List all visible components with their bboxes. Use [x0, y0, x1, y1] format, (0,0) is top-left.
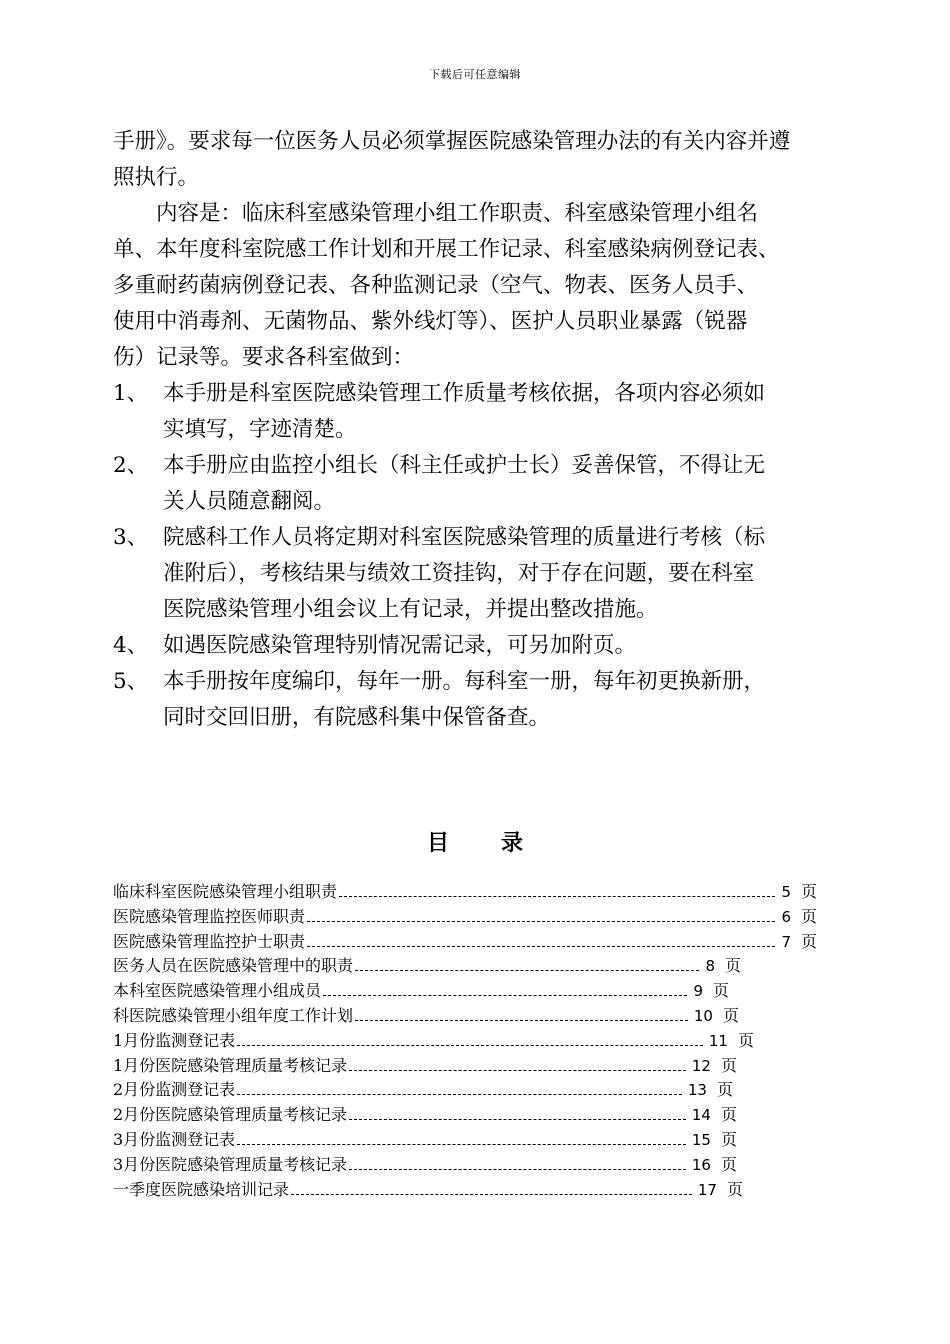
- toc-page-unit: 页: [724, 956, 741, 976]
- toc-entry-label: 1月份医院感染管理质量考核记录: [113, 1055, 348, 1075]
- toc-entry[interactable]: [113, 979, 733, 1004]
- toc-entry[interactable]: [113, 1078, 737, 1103]
- toc-leader: [355, 954, 699, 971]
- toc-page-number: 8: [705, 957, 715, 976]
- toc-entry[interactable]: [113, 1004, 743, 1029]
- toc-page-number: 7: [781, 932, 791, 951]
- intro-line: 多重耐药菌病例登记表、各种监测记录（空气、物表、医务人员手、: [113, 273, 759, 298]
- toc-entry-label: 2月份监测登记表: [113, 1080, 236, 1100]
- toc-page-unit: 页: [800, 931, 817, 951]
- item-text: 本手册应由监控小组长（科主任或护士长）妥善保管，不得让无: [163, 453, 766, 478]
- toc-page-number: 9: [693, 982, 703, 1001]
- intro-line: 手册》。要求每一位医务人员必须掌握医院感染管理办法的有关内容并遵: [113, 129, 791, 154]
- item-text: 本手册按年度编印，每年一册。每科室一册，每年初更换新册，: [163, 669, 766, 694]
- toc-page-unit: 页: [737, 1030, 754, 1050]
- toc-leader: [307, 905, 775, 922]
- item-number: 1、: [113, 381, 149, 406]
- toc-entry[interactable]: [113, 1128, 741, 1153]
- toc-leader: [349, 1054, 686, 1071]
- toc-page-number: 13: [687, 1081, 707, 1100]
- item-number: 2、: [113, 453, 149, 478]
- item-text: 医院感染管理小组会议上有记录，并提出整改措施。: [163, 597, 658, 622]
- toc-entry[interactable]: [113, 954, 745, 979]
- toc-page-unit: 页: [720, 1105, 737, 1125]
- intro-line: 内容是：临床科室感染管理小组工作职责、科室感染管理小组名: [156, 201, 759, 226]
- item-text: 本手册是科室医院感染管理工作质量考核依据，各项内容必须如: [163, 381, 766, 406]
- item-text: 院感科工作人员将定期对科室医院感染管理的质量进行考核（标: [163, 525, 766, 550]
- toc-page-unit: 页: [800, 906, 817, 926]
- toc-entry-label: 医务人员在医院感染管理中的职责: [113, 956, 354, 976]
- item-text: 关人员随意翻阅。: [163, 489, 336, 514]
- toc-entry[interactable]: [113, 905, 821, 930]
- toc-entry[interactable]: [113, 880, 821, 905]
- toc-entry[interactable]: [113, 930, 821, 955]
- toc-entry-label: 医院感染管理监控医师职责: [113, 906, 306, 926]
- toc-entry-label: 一季度医院感染培训记录: [113, 1179, 290, 1199]
- toc-page-unit: 页: [800, 882, 817, 901]
- toc-leader: [307, 930, 775, 947]
- toc-leader: [291, 1178, 692, 1195]
- numbered-item: [113, 664, 853, 736]
- page-header: 下载后可任意编辑: [429, 68, 521, 81]
- toc-page-unit: 页: [720, 1055, 737, 1075]
- toc-page-unit: 页: [712, 981, 729, 1001]
- toc-entry-label: 2月份医院感染管理质量考核记录: [113, 1105, 348, 1125]
- item-text: 实填写，字迹清楚。: [163, 417, 357, 442]
- toc-page-number: 11: [708, 1031, 728, 1050]
- toc-leader: [349, 1103, 686, 1120]
- toc-page-number: 17: [697, 1180, 717, 1199]
- toc-entry[interactable]: [113, 1103, 741, 1128]
- toc-entry-label: 3月份医院感染管理质量考核记录: [113, 1154, 348, 1174]
- toc-page-unit: 页: [720, 1129, 737, 1149]
- toc-page-number: 15: [691, 1130, 711, 1149]
- toc-page-unit: 页: [722, 1005, 739, 1025]
- toc-page-number: 5: [781, 883, 791, 901]
- toc-entry-label: 医院感染管理监控护士职责: [113, 931, 306, 951]
- intro-line: 使用中消毒剂、无菌物品、紫外线灯等）、医护人员职业暴露（锐器: [113, 309, 748, 334]
- intro-line: 照执行。: [113, 165, 200, 190]
- numbered-item: [113, 628, 853, 664]
- toc-page-number: 16: [691, 1155, 711, 1174]
- item-number: 4、: [113, 633, 149, 658]
- toc-leader: [237, 1128, 686, 1145]
- intro-line: 单、本年度科室院感工作计划和开展工作记录、科室感染病例登记表、: [113, 237, 780, 262]
- intro-line: 伤）记录等。要求各科室做到：: [113, 345, 415, 370]
- toc-page-number: 6: [781, 907, 791, 926]
- toc-page-number: 14: [691, 1106, 711, 1125]
- body-text: [113, 124, 853, 736]
- item-text: 同时交回旧册，有院感科集中保管备查。: [163, 705, 551, 730]
- toc-entry-label: 1月份监测登记表: [113, 1030, 236, 1050]
- item-text: 如遇医院感染管理特别情况需记录，可另加附页。: [163, 633, 637, 658]
- toc-leader: [323, 979, 687, 996]
- toc-page-number: 10: [693, 1006, 713, 1025]
- item-number: 5、: [113, 669, 149, 694]
- toc-entry[interactable]: [113, 1054, 741, 1079]
- toc-page-unit: 页: [726, 1179, 743, 1199]
- toc-entry-label: 临床科室医院感染管理小组职责: [113, 882, 338, 901]
- toc-entry-label: 3月份监测登记表: [113, 1129, 236, 1149]
- item-text: 准附后），考核结果与绩效工资挂钩，对于存在问题，要在科室: [163, 561, 755, 586]
- toc-page-number: 12: [691, 1056, 711, 1075]
- toc-page-unit: 页: [720, 1154, 737, 1174]
- toc-leader: [349, 1153, 686, 1170]
- item-number: 3、: [113, 525, 149, 550]
- table-of-contents: [113, 880, 821, 1202]
- toc-entry-label: 科医院感染管理小组年度工作计划: [113, 1005, 354, 1025]
- toc-title-char: 录: [501, 831, 524, 856]
- toc-entry[interactable]: [113, 1153, 741, 1178]
- toc-title-char: 目: [426, 831, 449, 856]
- toc-leader: [237, 1078, 682, 1095]
- numbered-item: [113, 520, 853, 628]
- toc-leader: [237, 1029, 703, 1046]
- toc-leader: [355, 1004, 688, 1021]
- toc-entry[interactable]: [113, 1178, 747, 1203]
- toc-leader: [339, 880, 775, 897]
- toc-page-unit: 页: [716, 1080, 733, 1100]
- toc-title: [0, 826, 950, 857]
- numbered-item: [113, 448, 853, 520]
- toc-entry-label: 本科室医院感染管理小组成员: [113, 981, 322, 1001]
- numbered-item: [113, 376, 853, 448]
- toc-entry[interactable]: [113, 1029, 758, 1054]
